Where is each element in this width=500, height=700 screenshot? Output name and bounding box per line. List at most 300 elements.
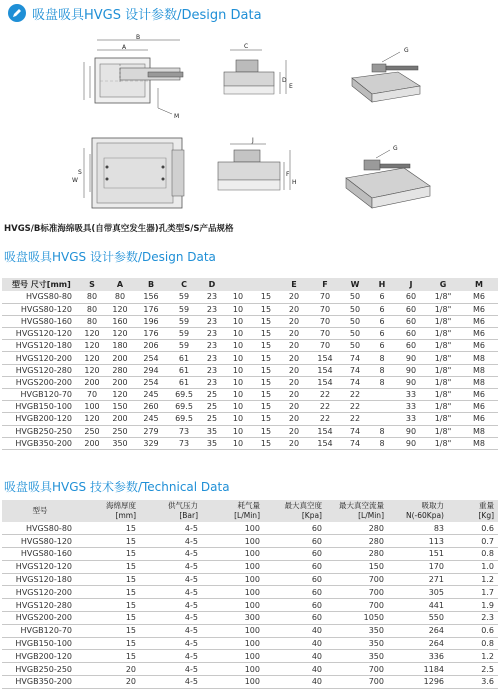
value-cell: 60 [264,612,326,625]
table-row [2,437,498,449]
value-cell: 90 [396,376,426,388]
value-cell: 100 [202,548,264,561]
value-cell: 1/8" [426,352,460,364]
design-header-cell: E [280,278,308,291]
table-row [2,573,498,586]
value-cell: 6 [368,340,396,352]
table-row [2,522,498,535]
value-cell: 22 [342,401,368,413]
value-cell: 100 [202,599,264,612]
value-cell: 4-5 [140,676,202,689]
model-cell: HVGS200-200 [2,376,78,388]
value-cell: 70 [308,315,342,327]
model-cell: HVGS80-160 [2,315,78,327]
model-cell: HVGB250-250 [2,663,78,676]
value-cell: 2.5 [448,663,498,676]
value-cell: 196 [134,315,168,327]
value-cell: 59 [168,328,200,340]
value-cell: 10 [224,437,252,449]
pencil-icon [8,4,26,22]
model-cell: HVGS120-280 [2,364,78,376]
design-header-cell: 型号 尺寸[mm] [2,278,78,291]
value-cell: 6 [368,291,396,303]
value-cell: 15 [252,413,280,425]
value-cell: 280 [326,522,388,535]
value-cell: 120 [78,328,106,340]
value-cell: 120 [78,413,106,425]
table-row [2,401,498,413]
value-cell: 23 [200,352,224,364]
value-cell: 20 [280,291,308,303]
value-cell: M6 [460,389,498,401]
design-header-cell: G [426,278,460,291]
figure-caption: HVGS/B标准海绵吸具(自带真空发生器)孔类型S/S产品规格 [4,224,234,234]
value-cell: 20 [280,352,308,364]
value-cell: 150 [326,560,388,573]
value-cell: 69.5 [168,401,200,413]
model-cell: HVGS120-120 [2,328,78,340]
value-cell: 15 [78,560,140,573]
value-cell: 25 [200,413,224,425]
value-cell: M6 [460,413,498,425]
model-cell: HVGB250-250 [2,425,78,437]
value-cell: 25 [200,401,224,413]
value-cell: 23 [200,315,224,327]
value-cell: 279 [134,425,168,437]
table-row [2,624,498,637]
value-cell: 15 [252,352,280,364]
value-cell: 20 [280,376,308,388]
value-cell: 8 [368,352,396,364]
value-cell: 264 [388,624,448,637]
value-cell: M8 [460,437,498,449]
table-row [2,535,498,548]
value-cell: 120 [78,352,106,364]
value-cell: 60 [264,548,326,561]
value-cell: 61 [168,352,200,364]
table-row [2,315,498,327]
value-cell: 1/8" [426,401,460,413]
side-view-drawing [224,50,286,94]
table-row [2,364,498,376]
page-header [0,0,500,26]
value-cell: 15 [252,303,280,315]
value-cell: 100 [202,663,264,676]
value-cell: 22 [308,413,342,425]
value-cell: 264 [388,637,448,650]
value-cell: 40 [264,676,326,689]
value-cell: 206 [134,340,168,352]
value-cell: 280 [326,548,388,561]
value-cell: 60 [264,522,326,535]
table-row [2,328,498,340]
value-cell: 8 [368,425,396,437]
value-cell: 100 [202,560,264,573]
value-cell: 23 [200,364,224,376]
value-cell: 1.9 [448,599,498,612]
model-cell: HVGB350-200 [2,676,78,689]
front-view-drawing [218,144,290,190]
value-cell: 329 [134,437,168,449]
value-cell: 74 [342,437,368,449]
value-cell: 60 [264,586,326,599]
value-cell [368,389,396,401]
value-cell: 700 [326,676,388,689]
value-cell: 1.0 [448,560,498,573]
value-cell: 0.8 [448,548,498,561]
value-cell: 23 [200,340,224,352]
value-cell: 40 [264,650,326,663]
value-cell: 100 [202,586,264,599]
value-cell: 300 [202,612,264,625]
value-cell: 20 [280,437,308,449]
value-cell: 1.2 [448,650,498,663]
value-cell: 305 [388,586,448,599]
value-cell: 441 [388,599,448,612]
value-cell: 700 [326,663,388,676]
table-row [2,612,498,625]
value-cell: 90 [396,437,426,449]
value-cell: 60 [264,535,326,548]
technical-data-table [2,500,498,689]
model-cell: HVGS80-80 [2,291,78,303]
value-cell: 40 [264,637,326,650]
value-cell: 154 [308,425,342,437]
value-cell: 23 [200,328,224,340]
tech-header-line1: 最大真空流量 [339,501,384,510]
value-cell: 4-5 [140,650,202,663]
tech-header-line1: 最大真空度 [284,501,322,510]
value-cell: 120 [78,364,106,376]
value-cell: 90 [396,425,426,437]
table-row [2,340,498,352]
value-cell: 154 [308,376,342,388]
value-cell: 10 [224,340,252,352]
table-row [2,650,498,663]
value-cell: 1/8" [426,291,460,303]
value-cell: 60 [396,340,426,352]
value-cell: 245 [134,389,168,401]
table-row [2,663,498,676]
table-row [2,676,498,689]
value-cell: 40 [264,624,326,637]
value-cell: 59 [168,303,200,315]
value-cell: 25 [200,389,224,401]
value-cell: 60 [396,303,426,315]
label-e: E [289,83,293,90]
value-cell: 160 [106,315,134,327]
value-cell: 80 [78,291,106,303]
table-row [2,586,498,599]
value-cell: 336 [388,650,448,663]
value-cell: 1/8" [426,364,460,376]
model-cell: HVGB200-120 [2,413,78,425]
value-cell: 4-5 [140,573,202,586]
label-h: H [292,179,297,186]
value-cell: 69.5 [168,413,200,425]
value-cell: 350 [326,624,388,637]
design-header-cell [224,278,252,291]
value-cell: 61 [168,364,200,376]
label-g-bottom: G [393,145,398,152]
value-cell: 200 [78,437,106,449]
tech-header-line2: [Bar] [179,511,198,520]
value-cell: 100 [202,650,264,663]
value-cell: 6 [368,328,396,340]
value-cell: 22 [342,413,368,425]
value-cell: 15 [252,364,280,376]
tech-header-cell [264,500,326,522]
value-cell: 350 [106,437,134,449]
value-cell: 1/8" [426,425,460,437]
value-cell: 60 [396,315,426,327]
table-row [2,425,498,437]
value-cell: 150 [106,401,134,413]
value-cell: 70 [308,328,342,340]
value-cell: 1/8" [426,376,460,388]
value-cell: 700 [326,599,388,612]
value-cell: 8 [368,364,396,376]
table-row [2,389,498,401]
value-cell: 50 [342,340,368,352]
value-cell: 20 [280,328,308,340]
model-cell: HVGS120-200 [2,586,78,599]
table-row [2,413,498,425]
tech-header-line1: 耗气量 [237,501,260,510]
value-cell: 59 [168,315,200,327]
value-cell: 23 [200,291,224,303]
design-header-cell: M [460,278,498,291]
value-cell: 80 [78,315,106,327]
value-cell: 260 [134,401,168,413]
tech-header-line2: [Kpa] [301,511,322,520]
value-cell: 100 [202,573,264,586]
label-b: B [136,34,141,41]
value-cell: 10 [224,401,252,413]
value-cell: 100 [202,637,264,650]
value-cell: 154 [308,352,342,364]
value-cell: 0.8 [448,637,498,650]
tech-header-line1: 重量 [479,501,494,510]
value-cell: 74 [342,425,368,437]
value-cell: 350 [326,650,388,663]
tech-header-cell [140,500,202,522]
value-cell: 70 [308,340,342,352]
value-cell: 20 [78,663,140,676]
value-cell: 20 [280,413,308,425]
tech-header-cell [78,500,140,522]
value-cell: 200 [106,376,134,388]
value-cell: 10 [224,291,252,303]
value-cell: 4-5 [140,548,202,561]
model-cell: HVGS80-120 [2,303,78,315]
value-cell: 120 [106,389,134,401]
value-cell: 1/8" [426,389,460,401]
value-cell: 271 [388,573,448,586]
value-cell: 60 [264,599,326,612]
value-cell: 550 [388,612,448,625]
value-cell: 74 [342,376,368,388]
value-cell: 15 [252,376,280,388]
value-cell: 10 [224,303,252,315]
tech-header-line2: [L/Min] [234,511,260,520]
value-cell: 83 [388,522,448,535]
value-cell: 90 [396,352,426,364]
value-cell: 22 [342,389,368,401]
value-cell: 50 [342,291,368,303]
label-g-top: G [404,47,409,54]
value-cell: 15 [252,425,280,437]
model-cell: HVGB150-100 [2,401,78,413]
value-cell: 4-5 [140,586,202,599]
value-cell: 73 [168,437,200,449]
value-cell: M8 [460,352,498,364]
design-table-header [2,278,498,291]
value-cell: 90 [396,364,426,376]
value-cell: 200 [106,413,134,425]
model-cell: HVGB120-70 [2,389,78,401]
value-cell: 60 [264,573,326,586]
value-cell: 156 [134,291,168,303]
value-cell: 100 [202,624,264,637]
value-cell: 15 [78,548,140,561]
value-cell: M8 [460,425,498,437]
design-header-cell: B [134,278,168,291]
label-w: W [72,177,78,184]
model-cell: HVGS120-280 [2,599,78,612]
value-cell: 250 [78,425,106,437]
value-cell: 280 [106,364,134,376]
model-cell: HVGB150-100 [2,637,78,650]
design-data-title: 吸盘吸具HVGS 设计参数/Design Data [4,250,216,264]
table-row [2,637,498,650]
tech-header-line2: N(-60Kpa) [406,511,444,520]
value-cell: 0.6 [448,624,498,637]
value-cell: 0.7 [448,535,498,548]
tech-header-line1: 供气压力 [168,501,198,510]
value-cell: 245 [134,413,168,425]
value-cell: 4-5 [140,599,202,612]
table-row [2,599,498,612]
value-cell: 10 [224,413,252,425]
value-cell: 35 [200,425,224,437]
value-cell: 120 [106,328,134,340]
tech-table-body [2,522,498,688]
value-cell: 15 [252,401,280,413]
value-cell: M6 [460,291,498,303]
value-cell: 113 [388,535,448,548]
value-cell: 15 [78,573,140,586]
value-cell: 70 [308,303,342,315]
value-cell: 10 [224,376,252,388]
value-cell: 15 [78,650,140,663]
value-cell: 15 [252,291,280,303]
table-row [2,548,498,561]
value-cell: 35 [200,437,224,449]
tech-header-line2: [L/Min] [358,511,384,520]
tech-table-header [2,500,498,522]
value-cell: 15 [78,535,140,548]
value-cell: 50 [342,315,368,327]
model-cell: HVGS200-200 [2,612,78,625]
value-cell: 80 [106,291,134,303]
model-cell: HVGS120-180 [2,573,78,586]
value-cell: 6 [368,303,396,315]
value-cell: 100 [202,676,264,689]
value-cell: 4-5 [140,560,202,573]
tech-header-cell [202,500,264,522]
label-c: C [244,43,249,50]
value-cell: 1296 [388,676,448,689]
value-cell: 100 [202,522,264,535]
label-s: S [78,169,82,176]
value-cell: 120 [106,303,134,315]
value-cell: 4-5 [140,535,202,548]
tech-header-line1: 吸取力 [421,501,444,510]
label-a: A [122,44,127,51]
table-row [2,352,498,364]
value-cell: 4-5 [140,624,202,637]
value-cell: 74 [342,364,368,376]
model-cell: HVGB350-200 [2,437,78,449]
design-data-table [2,278,498,450]
value-cell: 180 [106,340,134,352]
value-cell: 15 [78,599,140,612]
value-cell: 700 [326,573,388,586]
value-cell: 22 [308,401,342,413]
model-cell: HVGB200-120 [2,650,78,663]
value-cell: 74 [342,352,368,364]
label-f: F [286,171,290,178]
value-cell [368,413,396,425]
value-cell: M6 [460,315,498,327]
model-cell: HVGB120-70 [2,624,78,637]
value-cell: 15 [78,586,140,599]
value-cell: 10 [224,425,252,437]
design-table-body [2,291,498,449]
value-cell: 50 [342,303,368,315]
design-header-cell: S [78,278,106,291]
design-header-cell: C [168,278,200,291]
value-cell: 70 [308,291,342,303]
model-cell: HVGS80-160 [2,548,78,561]
model-cell: HVGS120-180 [2,340,78,352]
value-cell: 1/8" [426,340,460,352]
value-cell: 4-5 [140,612,202,625]
value-cell: 20 [280,364,308,376]
label-j: J [252,137,254,144]
value-cell: 15 [78,522,140,535]
value-cell: 700 [326,586,388,599]
value-cell: 280 [326,535,388,548]
value-cell: 254 [134,376,168,388]
value-cell: 33 [396,413,426,425]
value-cell: 350 [326,637,388,650]
value-cell: 20 [280,389,308,401]
value-cell: M6 [460,401,498,413]
value-cell: 200 [78,376,106,388]
tech-header-cell [448,500,498,522]
value-cell: 20 [280,340,308,352]
value-cell: 4-5 [140,637,202,650]
value-cell: 100 [78,401,106,413]
value-cell: 70 [78,389,106,401]
value-cell: 151 [388,548,448,561]
label-d: D [282,77,287,84]
value-cell: 33 [396,401,426,413]
tech-header-line2: [mm] [115,511,136,520]
bottom-view-drawing [84,138,184,208]
